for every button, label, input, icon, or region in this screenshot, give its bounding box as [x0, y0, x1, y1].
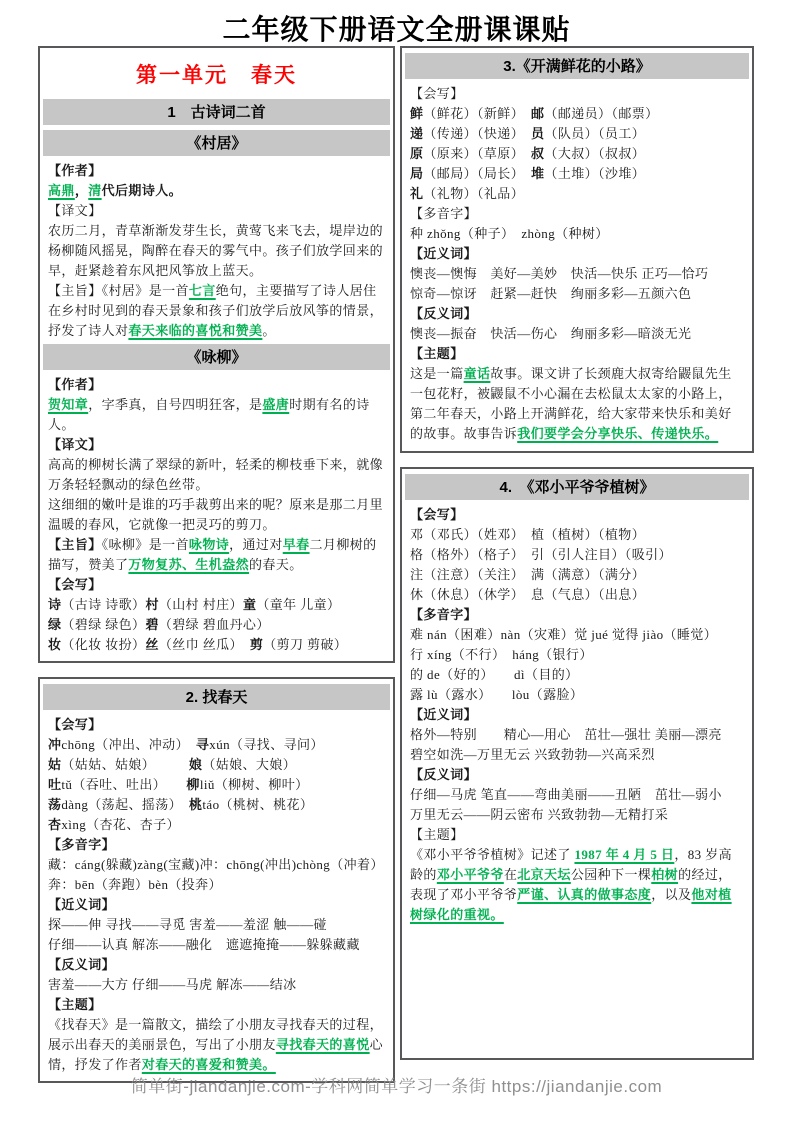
text-line [40, 855, 393, 895]
highlighted-text: 盛唐 [262, 397, 290, 412]
text-line [402, 785, 752, 805]
text-line [40, 375, 393, 395]
text-line [40, 735, 393, 755]
text-line [40, 975, 393, 995]
text-segment: 荡 [48, 797, 62, 812]
content-box [38, 46, 395, 663]
text-line [40, 795, 393, 815]
text-segment: 递 [410, 126, 424, 141]
text-segment: 农历二月，青草渐渐发芽生长，黄莺飞来飞去，堤岸边的杨柳随风摇晃，陶醉在春天的雾气中。孩子们放学回来的早，赶紧趁着东风把风筝放上蓝天。 [48, 223, 384, 278]
text-segment: 格外—特别 精心—用心 茁壮—强壮 美丽—漂亮 [410, 727, 722, 742]
text-line [40, 995, 393, 1015]
text-segment: 诗 [48, 597, 62, 612]
text-line [402, 144, 752, 164]
text-line [402, 84, 752, 104]
text-segment: 【主题】 [410, 827, 464, 842]
text-line [40, 715, 393, 735]
text-segment: 【会写】 [48, 717, 102, 732]
text-segment: 探——伸 寻找——寻觅 害羞——羞涩 触——碰 [48, 917, 327, 932]
lesson-header-bar: 《咏柳》 [43, 344, 390, 370]
text-segment: （童年 儿童） [256, 597, 341, 612]
text-segment: 【反义词】 [48, 957, 116, 972]
text-line [402, 525, 752, 545]
text-segment: 时期有名的诗人。 [48, 397, 370, 432]
text-segment: táo（桃树、桃花） [202, 797, 314, 812]
text-segment: 这细细的嫩叶是谁的巧手裁剪出来的呢？原来是那二月里温暖的春风，它就像一把灵巧的剪刀。 [48, 497, 384, 532]
text-segment: 高高的柳树长满了翠绿的新叶，轻柔的柳枝垂下来，就像万条轻轻飘动的绿色丝带。 [48, 457, 384, 492]
text-line [402, 304, 752, 324]
text-segment: 故事。课文讲了长颈鹿大叔寄给鼹鼠先生一包花籽，被鼹鼠不小心漏在去松鼠太太家的小路上，第二年春天，小路上开满鲜花，给大家带来快乐和美好的故事。故事告诉 [410, 366, 732, 441]
text-segment: 【会写】 [48, 577, 102, 592]
highlighted-text: 春天来临的喜悦和赞美 [128, 323, 263, 338]
text-segment: ，83 岁高龄的 [410, 847, 732, 882]
text-line [40, 435, 393, 455]
text-line [40, 895, 393, 915]
text-segment: 【主题】 [48, 997, 102, 1012]
text-segment: 在 [503, 867, 518, 882]
text-line [40, 775, 393, 795]
highlighted-text: 贺知章 [48, 397, 89, 412]
text-line [40, 535, 393, 575]
text-segment: 绝句，主要描写了诗人居住在乡村时见到的春天景象和孩子们放学后放风筝的情景，抒发了诗人对 [48, 283, 384, 338]
text-segment: （剪刀 剪破） [263, 637, 348, 652]
text-line [402, 805, 752, 825]
text-segment: 的 de（好的） dì（目的） [410, 667, 579, 682]
text-segment: 惊奇—惊讶 赶紧—赶快 绚丽多彩—五颜六色 [410, 286, 692, 301]
text-segment: 绿 [48, 617, 62, 632]
text-segment: 【多音字】 [48, 837, 116, 852]
text-segment: 【译文】 [48, 437, 102, 452]
highlighted-text: 七言 [188, 283, 216, 298]
text-segment: （碧绿 绿色） [61, 617, 146, 632]
text-line [402, 104, 752, 124]
text-line [402, 565, 752, 585]
highlighted-text: 童话 [463, 366, 491, 381]
text-segment: liǔ（柳树、柳叶） [199, 777, 309, 792]
text-line [402, 264, 752, 284]
text-segment: ， [74, 183, 89, 198]
text-segment: （大叔）（叔叔） [544, 146, 646, 161]
text-line [402, 164, 752, 184]
text-line [402, 244, 752, 264]
text-segment: （邮局）（局长） [423, 166, 532, 181]
text-segment: 【会写】 [410, 86, 464, 101]
text-segment: 休（休息）（休学） 息（气息）（出息） [410, 587, 646, 602]
unit-title: 第一单元 春天 [136, 64, 297, 87]
text-segment: 村 [145, 597, 159, 612]
text-line [402, 745, 752, 765]
text-segment: 【近义词】 [48, 897, 116, 912]
right-column [400, 46, 754, 1074]
text-segment: 万里无云——阴云密布 兴致勃勃—无精打采 [410, 807, 669, 822]
text-segment: （队员）（员工） [544, 126, 646, 141]
text-line [40, 221, 393, 281]
text-line [40, 181, 393, 201]
text-segment: 娘 [188, 757, 203, 772]
page-title: 二年级下册语文全册课课贴 [222, 15, 571, 46]
highlighted-text: 清 [88, 183, 102, 198]
text-line [402, 825, 752, 845]
text-line [40, 1015, 393, 1075]
text-line [40, 201, 393, 221]
text-segment: 【作者】 [48, 163, 102, 178]
text-segment: 难 nán（困难）nàn（灾难）觉 jué 觉得 jiào（睡觉） [410, 627, 718, 642]
text-line [402, 545, 752, 565]
text-segment: 礼 [410, 186, 424, 201]
text-segment: 代后期诗人。 [101, 183, 183, 198]
text-line [402, 845, 752, 925]
text-segment: 局 [410, 166, 424, 181]
text-segment: 【多音字】 [410, 607, 478, 622]
highlighted-text: 我们要学会分享快乐、传递快乐。 [517, 426, 719, 441]
text-segment: 【多音字】 [410, 206, 478, 221]
lesson-header-bar: 《村居》 [43, 130, 390, 156]
text-line [40, 915, 393, 935]
highlighted-text: 1987 年 4 月 5 日 [574, 847, 675, 862]
highlighted-text: 咏物诗 [188, 537, 230, 552]
text-segment: 注（注意）（关注） 满（满意）（满分） [410, 567, 646, 582]
text-segment: 《咏柳》是一首 [101, 537, 189, 552]
text-line [40, 635, 393, 655]
text-line [402, 284, 752, 304]
text-segment: 仔细——认真 解冻——融化 遮遮掩掩——躲躲藏藏 [48, 937, 360, 952]
text-segment: 邓（邓氏）（姓邓） 植（植树）（植物） [410, 527, 646, 542]
highlighted-text: 寻找春天的喜悦 [275, 1037, 370, 1052]
watermark-text: 简单街-jiandanjie.com-学科网简单学习一条街 https://jiandanjie.com [130, 1077, 663, 1096]
text-segment: 柳 [186, 777, 200, 792]
text-segment: （山村 村庄） [158, 597, 243, 612]
text-segment: 桃 [188, 797, 203, 812]
text-line [402, 124, 752, 144]
text-line [402, 705, 752, 725]
text-segment: 碧空如洗—万里无云 兴致勃勃—兴高采烈 [410, 747, 655, 762]
text-segment: （姑娘、大娘） [202, 757, 297, 772]
text-segment: 妆 [48, 637, 62, 652]
lesson-header-bar: 4. 《邓小平爷爷植树》 [405, 474, 749, 500]
text-segment: 。 [262, 323, 276, 338]
content-box [38, 677, 395, 1083]
text-segment: 冲 [48, 737, 62, 752]
text-segment: （丝巾 丝瓜） [158, 637, 250, 652]
highlighted-text: 对春天的喜爱和赞美。 [141, 1057, 276, 1072]
text-line [402, 645, 752, 665]
text-segment: 【近义词】 [410, 246, 478, 261]
text-segment: 【反义词】 [410, 767, 478, 782]
text-segment: xìng（杏花、杏子） [61, 817, 180, 832]
text-segment: 的经过，表现了邓小平爷爷 [410, 867, 732, 902]
text-line [40, 281, 393, 341]
text-segment: 二月柳树的描写，赞美了 [48, 537, 377, 572]
text-segment: 剪 [249, 637, 264, 652]
text-line [40, 395, 393, 435]
text-line [402, 585, 752, 605]
text-line [402, 184, 752, 204]
text-segment: （碧绿 碧血丹心） [158, 617, 270, 632]
highlighted-text: 万物复苏、生机盎然 [128, 557, 250, 572]
text-line [40, 935, 393, 955]
text-line [40, 595, 393, 615]
text-segment: 懊丧—懊悔 美好—美妙 快活—快乐 正巧—恰巧 [410, 266, 709, 281]
highlighted-text: 柏树 [651, 867, 679, 882]
text-line [40, 495, 393, 535]
text-segment: 童 [242, 597, 257, 612]
text-segment: 【会写】 [410, 507, 464, 522]
highlighted-text: 邓小平爷爷 [436, 867, 504, 882]
lesson-header-bar: 2. 找春天 [43, 684, 390, 710]
text-line [40, 955, 393, 975]
text-segment: ，以及 [651, 887, 692, 902]
text-segment: （土堆）（沙堆） [544, 166, 646, 181]
highlighted-text: 严谨、认真的做事态度 [517, 887, 652, 902]
text-segment: 杏 [48, 817, 62, 832]
text-segment: 【译文】 [48, 203, 102, 218]
text-line [402, 344, 752, 364]
text-line [402, 665, 752, 685]
text-line [402, 224, 752, 244]
text-line [402, 765, 752, 785]
text-segment: tǔ（吞吐、吐出） [61, 777, 187, 792]
text-segment: 原 [410, 146, 424, 161]
text-segment: （礼物）（礼品） [423, 186, 525, 201]
highlighted-text: 早春 [282, 537, 310, 552]
text-segment: 《找春天》是一篇散文，描绘了小朋友寻找春天的过程，展示出春天的美丽景色，写出了小朋友 [48, 1017, 384, 1052]
text-segment: 鲜 [410, 106, 424, 121]
text-line [402, 505, 752, 525]
highlighted-text: 他对植树绿化的重视。 [410, 887, 732, 922]
text-line [40, 815, 393, 835]
text-line [402, 625, 752, 645]
lesson-header-bar: 3.《开满鲜花的小路》 [405, 53, 749, 79]
text-segment: 【主旨】《村居》是一首 [48, 283, 189, 298]
text-segment: 寻 [195, 737, 210, 752]
highlighted-text: 高鼎 [48, 183, 75, 198]
text-segment: 藏：cáng(躲藏)zàng(宝藏)冲：chōng(冲出)chòng（冲着）奔：bēn（奔跑）bèn（投奔） [48, 857, 384, 892]
text-line [40, 575, 393, 595]
text-segment: 堆 [531, 166, 545, 181]
text-line [402, 685, 752, 705]
text-line [402, 725, 752, 745]
text-segment: dàng（荡起、摇荡） [61, 797, 189, 812]
text-segment: （邮递员）（邮票） [544, 106, 659, 121]
text-segment: 的春天。 [249, 557, 303, 572]
text-segment: 行 xíng（不行） háng（银行） [410, 647, 593, 662]
text-segment: （化妆 妆扮） [61, 637, 146, 652]
content-box [400, 46, 754, 453]
text-segment: 【主旨】 [48, 537, 102, 552]
text-segment: 叔 [531, 146, 545, 161]
text-segment: 邮 [531, 106, 545, 121]
text-segment: chōng（冲出、冲动） [61, 737, 196, 752]
text-line [40, 615, 393, 635]
text-segment: 丝 [145, 637, 159, 652]
text-line [402, 204, 752, 224]
text-segment: 【反义词】 [410, 306, 478, 321]
text-segment: （原来）（草原） [423, 146, 532, 161]
text-segment: 【作者】 [48, 377, 102, 392]
text-segment: 仔细—马虎 笔直——弯曲美丽——丑陋 茁壮—弱小 [410, 787, 722, 802]
text-segment: 露 lù（露水） lòu（露脸） [410, 687, 584, 702]
text-segment: 公园种下一棵 [570, 867, 652, 882]
text-segment: ，通过对 [229, 537, 283, 552]
text-segment: 《邓小平爷爷植树》记述了 [410, 847, 575, 862]
text-segment: （姑姑、姑娘） [61, 757, 189, 772]
text-line [40, 161, 393, 181]
text-line [40, 755, 393, 775]
text-segment: 害羞——大方 仔细——马虎 解冻——结冰 [48, 977, 297, 992]
text-segment: 种 zhǒng（种子） zhòng（种树） [410, 226, 609, 241]
text-segment: 碧 [145, 617, 159, 632]
highlighted-text: 北京天坛 [517, 867, 571, 882]
text-segment: 这是一篇 [410, 366, 464, 381]
text-segment: xún（寻找、寻问） [209, 737, 324, 752]
text-segment: 懊丧—振奋 快活—伤心 绚丽多彩—暗淡无光 [410, 326, 692, 341]
text-segment: 员 [531, 126, 545, 141]
text-segment: ，字季真，自号四明狂客，是 [88, 397, 263, 412]
text-line [402, 324, 752, 344]
text-line [402, 364, 752, 444]
text-segment: 姑 [48, 757, 62, 772]
text-segment: （传递）（快递） [423, 126, 532, 141]
text-segment: （鲜花）（新鲜） [423, 106, 532, 121]
lesson-header-bar: 1 古诗词二首 [43, 99, 390, 125]
text-line [402, 605, 752, 625]
left-column [38, 46, 395, 1097]
text-segment: （古诗 诗歌） [61, 597, 146, 612]
text-line [40, 835, 393, 855]
text-segment: 吐 [48, 777, 62, 792]
text-segment: 格（格外）（格子） 引（引人注目）（吸引） [410, 547, 672, 562]
text-line [40, 455, 393, 495]
content-box [400, 467, 754, 1060]
content-columns [38, 46, 754, 1097]
text-segment: 心情，抒发了作者 [48, 1037, 384, 1072]
text-segment: 【主题】 [410, 346, 464, 361]
text-segment: 【近义词】 [410, 707, 478, 722]
